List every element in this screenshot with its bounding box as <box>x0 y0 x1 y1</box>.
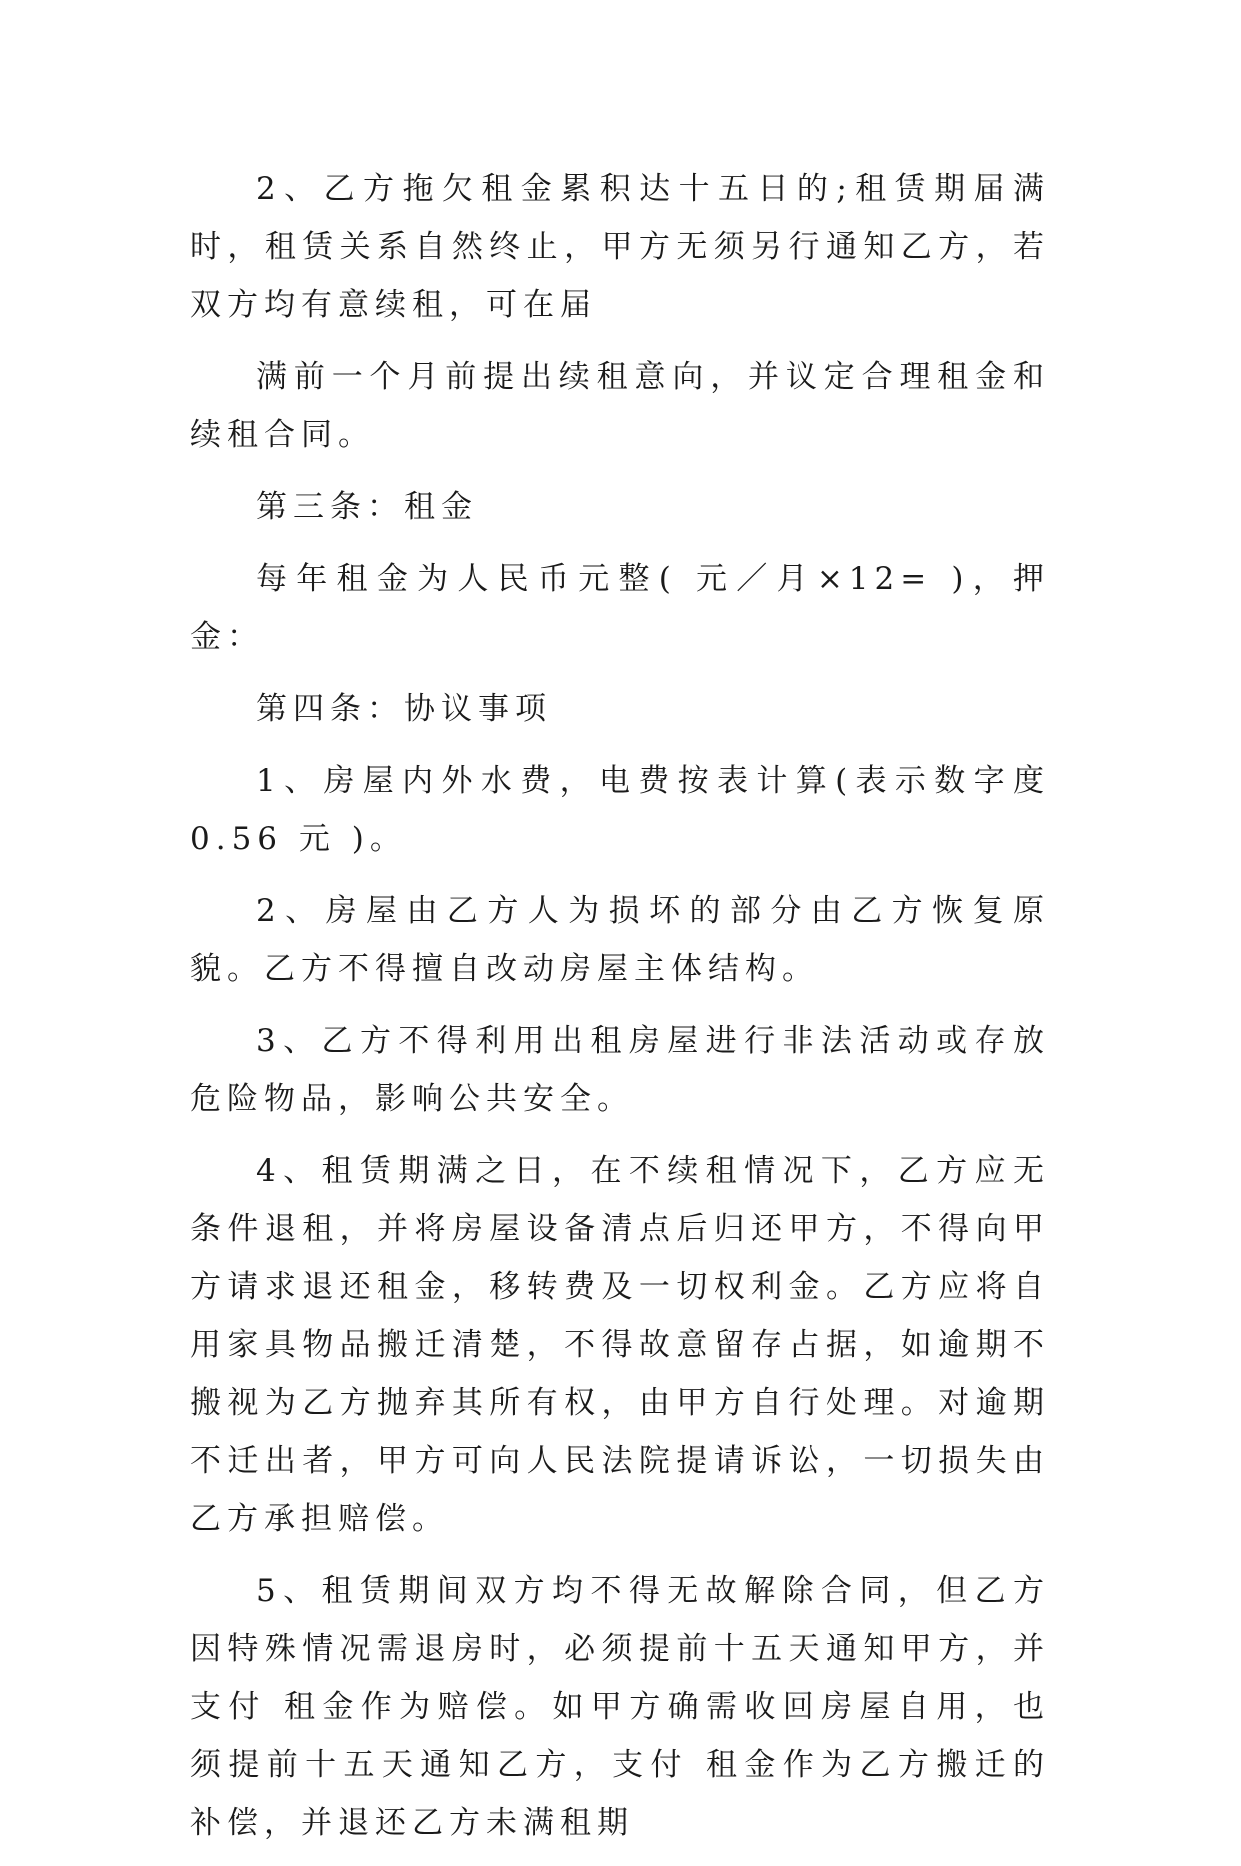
paragraph-damage-repair: 2、房屋由乙方人为损坏的部分由乙方恢复原貌。乙方不得擅自改动房屋主体结构。 <box>190 893 1050 987</box>
heading-article-4-agreement: 第四条：协议事项 <box>256 691 552 727</box>
paragraph-illegal-use: 3、乙方不得利用出租房屋进行非法活动或存放危险物品，影响公共安全。 <box>190 1023 1050 1117</box>
paragraph-early-termination: 5、租赁期间双方均不得无故解除合同，但乙方因特殊情况需退房时，必须提前十五天通知甲方，并支付 租金作为赔偿。如甲方确需收回房屋自用，也须提前十五天通知乙方，支付 租金作为乙方搬迁的补偿，并退还乙方未满租期 <box>190 1573 1050 1841</box>
paragraph-lease-expiry: 4、租赁期满之日，在不续租情况下，乙方应无条件退租，并将房屋设备清点后归还甲方，不得向甲方请求退还租金，移转费及一切权利金。乙方应将自用家具物品搬迁清楚，不得故意留存占据，如逾期不搬视为乙方抛弃其所有权，由甲方自行处理。对逾期不迁出者，甲方可向人民法院提请诉讼，一切损失由乙方承担赔偿。 <box>190 1153 1050 1537</box>
paragraph-clause-2-termination: 2、乙方拖欠租金累积达十五日的;租赁期届满时，租赁关系自然终止，甲方无须另行通知乙方，若双方均有意续租，可在届 <box>190 171 1050 323</box>
paragraph-renewal-notice: 满前一个月前提出续租意向，并议定合理租金和续租合同。 <box>190 359 1050 453</box>
paragraph-annual-rent: 每年租金为人民币元整( 元／月×12= )，押金： <box>190 561 1050 655</box>
document-page <box>190 160 1050 1866</box>
paragraph-utility-fees: 1、房屋内外水费，电费按表计算(表示数字度 0.56 元 )。 <box>190 763 1050 857</box>
heading-article-3-rent: 第三条：租金 <box>256 489 478 525</box>
